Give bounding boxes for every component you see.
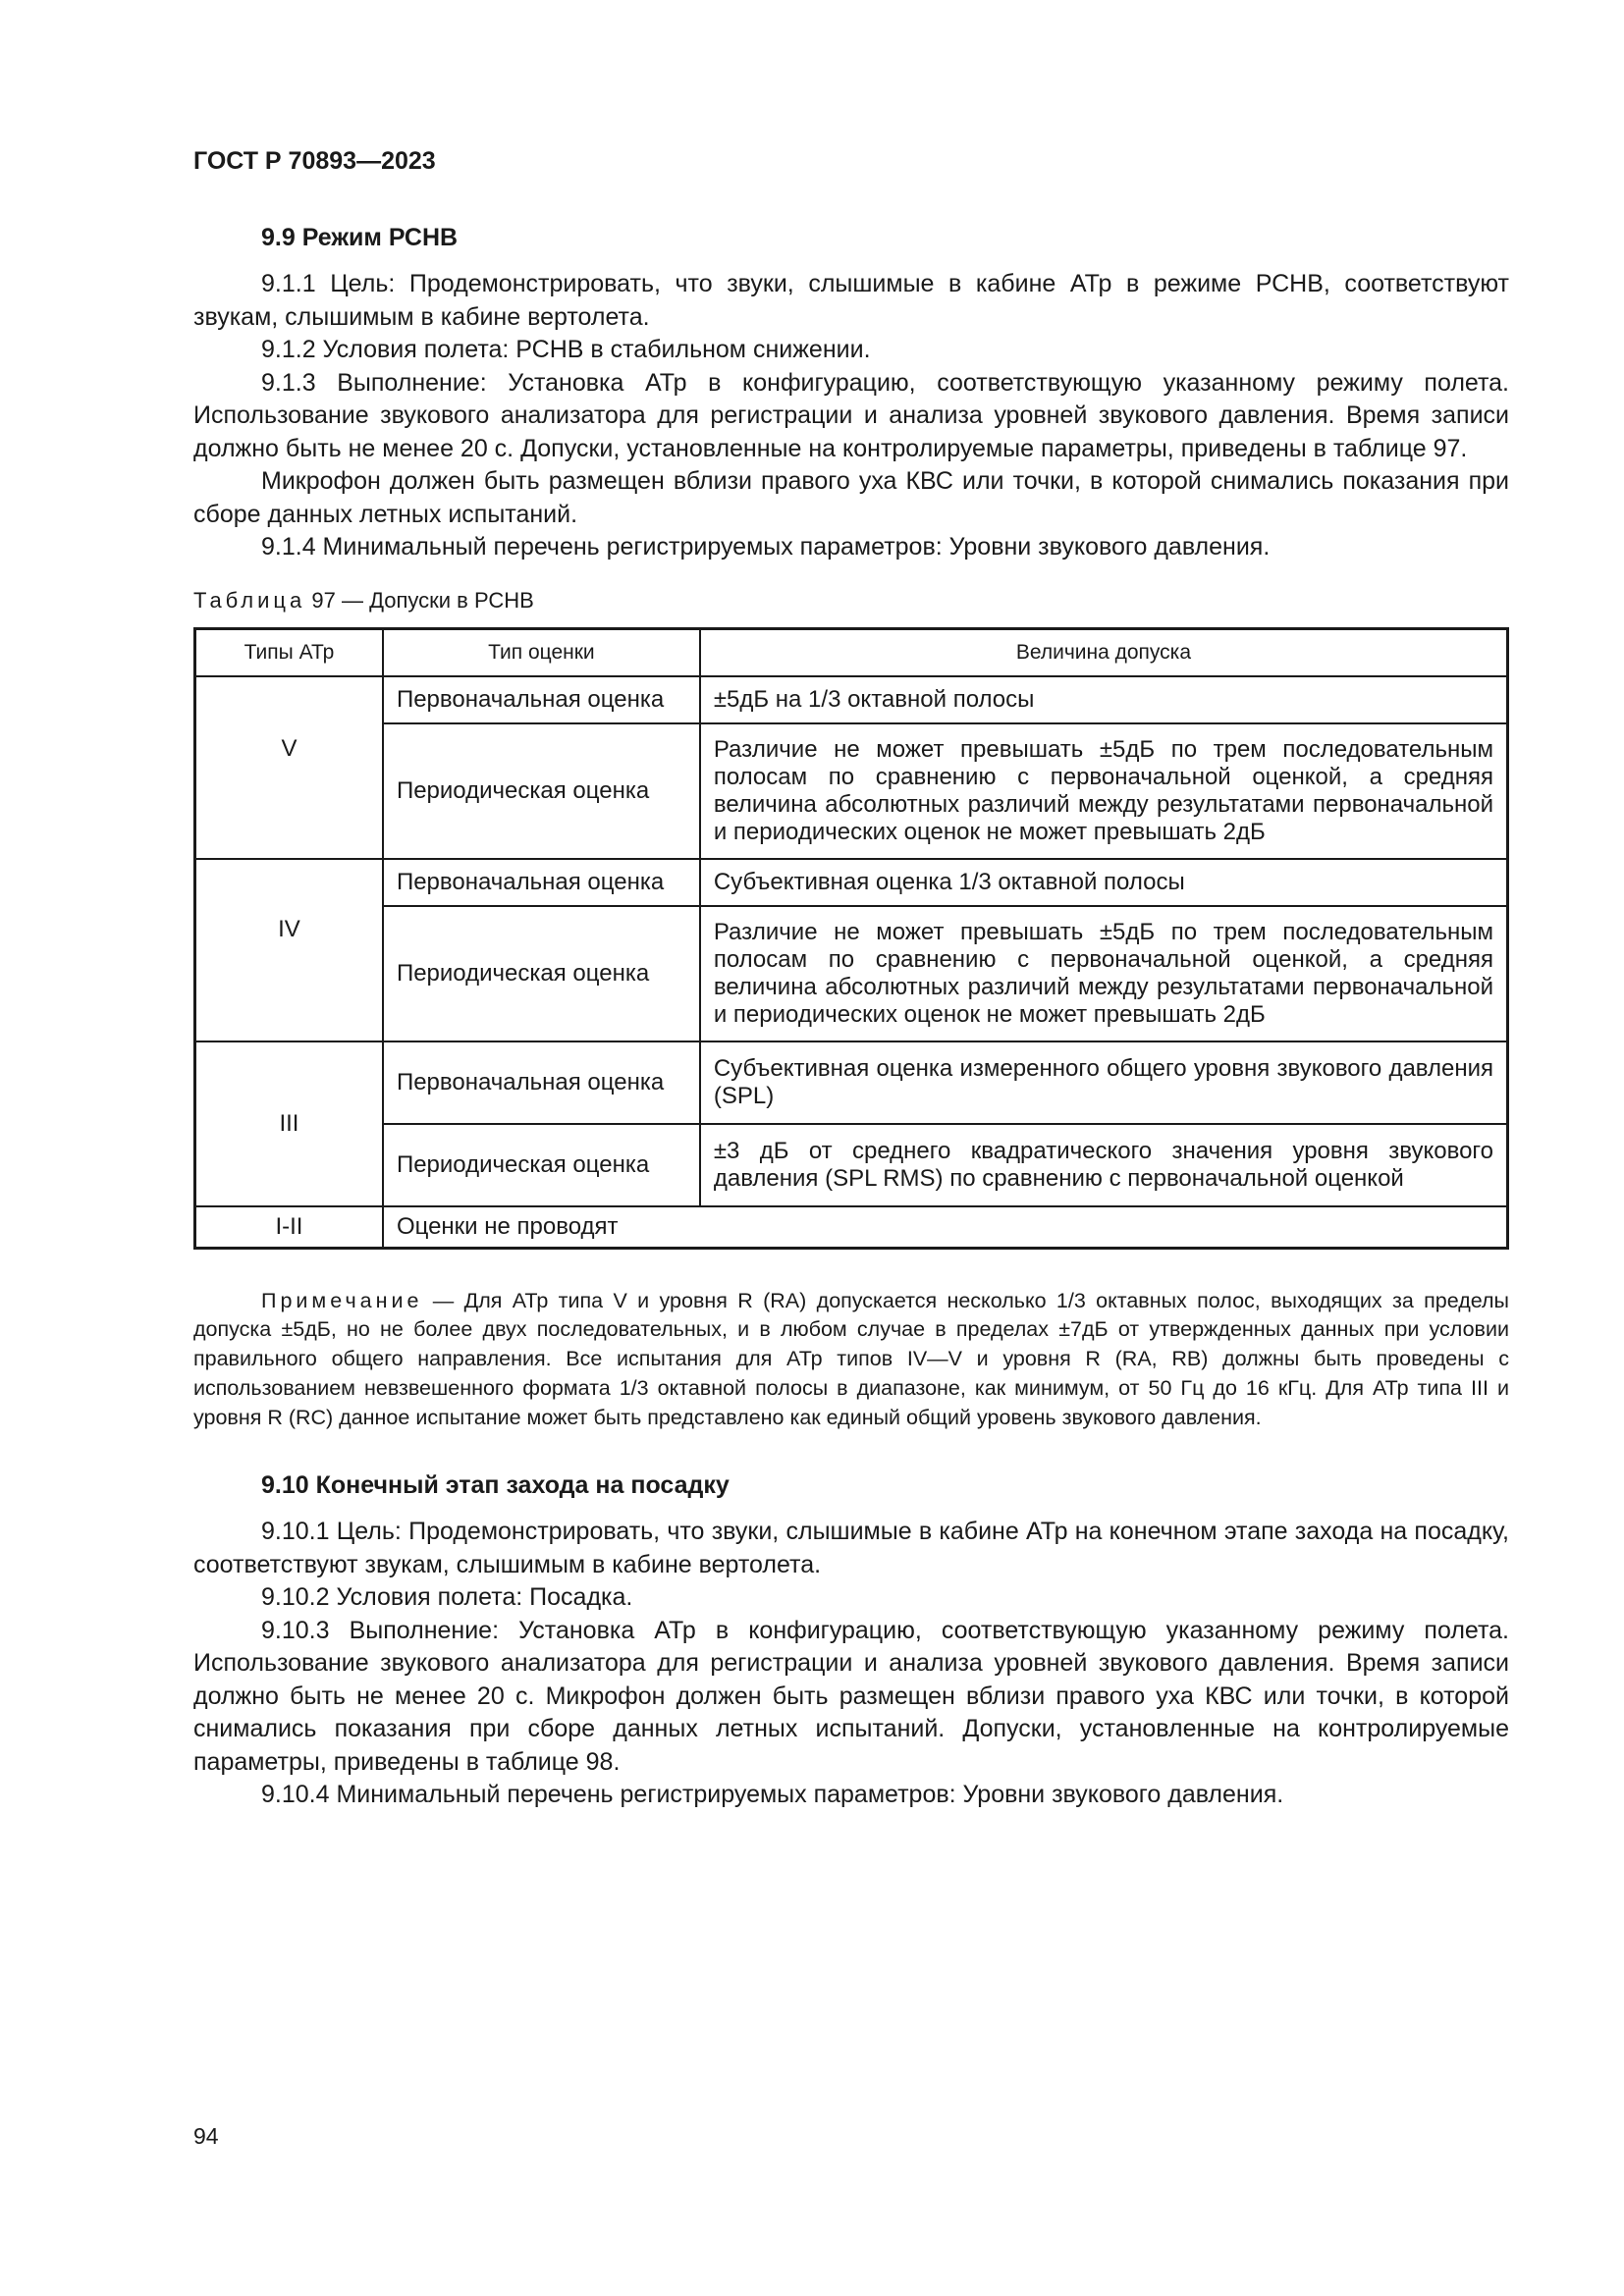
table-row [195, 906, 1508, 1041]
evaluation-type-cell: Первоначальная оценка [383, 676, 700, 723]
paragraph-9-10-4: 9.10.4 Минимальный перечень регистрируемых параметров: Уровни звукового давления. [261, 1781, 1284, 1809]
paragraph-9-10-1: 9.10.1 Цель: Продемонстрировать, что звуки, слышимые в кабине АТр на конечном этапе захода на посадку, соответствуют звукам, слышимым в кабине вертолета. [193, 1518, 1509, 1578]
table-row [195, 859, 1508, 906]
type-cell: I-II [195, 1206, 383, 1249]
paragraph-9-1-3: 9.1.3 Выполнение: Установка АТр в конфигурацию, соответствующую указанному режиму полета. Использование звукового анализатора для регистрации и анализа уровней звукового давления. Время записи должно быть не менее 20 с. Допуски, установленные на контролируемые параметры, приведены в таблице 97. [193, 368, 1509, 462]
document-header: ГОСТ Р 70893—2023 [193, 147, 436, 175]
tolerance-cell: Субъективная оценка измеренного общего уровня звукового давления (SPL) [700, 1041, 1508, 1124]
table-note [193, 1287, 1509, 1433]
paragraph-9-1-2: 9.1.2 Условия полета: РСНВ в стабильном снижении. [261, 336, 871, 363]
tolerance-table [193, 627, 1509, 1250]
tolerance-cell: Субъективная оценка 1/3 октавной полосы [700, 859, 1508, 906]
table-row [195, 676, 1508, 723]
paragraph-9-1-1: 9.1.1 Цель: Продемонстрировать, что звуки, слышимые в кабине АТр в режиме РСНВ, соответствуют звукам, слышимым в кабине вертолета. [193, 270, 1509, 331]
evaluation-type-cell: Периодическая оценка [383, 723, 700, 859]
table-row [195, 1206, 1508, 1249]
table-header-row [195, 628, 1508, 676]
section-9-10 [193, 1471, 1509, 1812]
section-title-9-10: 9.10 Конечный этап захода на посадку [261, 1471, 730, 1500]
page-number: 94 [193, 2123, 219, 2149]
type-label: V [281, 734, 298, 762]
paragraph-9-10-2: 9.10.2 Условия полета: Посадка. [261, 1583, 633, 1612]
table-caption [193, 588, 1509, 614]
merged-evaluation-cell: Оценки не проводят [383, 1206, 1508, 1249]
paragraph-9-1-4: 9.1.4 Минимальный перечень регистрируемых параметров: Уровни звукового давления. [261, 533, 1271, 561]
type-cell [195, 859, 383, 1041]
type-cell: III [195, 1041, 383, 1206]
note-label: Примечание [261, 1288, 423, 1312]
table-caption-text: 97 — Допуски в РСНВ [311, 587, 534, 613]
tolerance-cell: Различие не может превышать ±5дБ по трем последовательным полосам по сравнению с первоначальной оценкой, а средняя величина абсолютных различий между результатами первоначальной и периодических оценок не может превышать 2дБ [700, 723, 1508, 859]
header-simulator-type: Типы АТр [195, 628, 383, 676]
tolerance-cell: ±5дБ на 1/3 октавной полосы [700, 676, 1508, 723]
tolerance-cell: ±3 дБ от среднего квадратического значения уровня звукового давления (SPL RMS) по сравнению с первоначальной оценкой [700, 1124, 1508, 1206]
section-title-9-9: 9.9 Режим РСНВ [261, 224, 459, 251]
type-cell [195, 676, 383, 859]
tolerance-cell: Различие не может превышать ±5дБ по трем последовательным полосам по сравнению с первоначальной оценкой, а средняя величина абсолютных различий между результатами первоначальной и периодических оценок не может превышать 2дБ [700, 906, 1508, 1041]
table-row [195, 1124, 1508, 1206]
table-row [195, 1041, 1508, 1124]
type-label: IV [278, 915, 300, 942]
note-text: — Для АТр типа V и уровня R (RA) допускается несколько 1/3 октавных полос, выходящих за пределы допуска ±5дБ, но не более двух последовательных, и в любом случае в пределах ±7дБ от утвержденных данных при условии правильного общего направления. Все испытания для АТр типов IV—V и уровня R (RA, RB) должны быть проведены с использованием невзвешенного формата 1/3 октавной полосы в диапазоне, как минимум, от 50 Гц до 16 кГц. Для АТр типа III и уровня R (RC) данное испытание может быть представлено как единый общий уровень звукового давления. [193, 1288, 1509, 1429]
header-tolerance: Величина допуска [700, 628, 1508, 676]
paragraph-microphone: Микрофон должен быть размещен вблизи правого уха КВС или точки, в которой снимались показания при сборе данных летных испытаний. [193, 467, 1509, 528]
evaluation-type-cell: Периодическая оценка [383, 1124, 700, 1206]
table-caption-label: Таблица [193, 587, 306, 613]
table-row [195, 723, 1508, 859]
evaluation-type-cell: Периодическая оценка [383, 906, 700, 1041]
header-evaluation-type: Тип оценки [383, 628, 700, 676]
paragraph-9-10-3: 9.10.3 Выполнение: Установка АТр в конфигурацию, соответствующую указанному режиму полета. Использование звукового анализатора для регистрации и анализа уровней звукового давления. Время записи должно быть не менее 20 с. Микрофон должен быть размещен вблизи правого уха КВС или точки, в которой снимались показания при сборе данных летных испытаний. Допуски, установленные на контролируемые параметры, приведены в таблице 98. [193, 1616, 1509, 1776]
page-content [193, 224, 1509, 1812]
evaluation-type-cell: Первоначальная оценка [383, 859, 700, 906]
evaluation-type-cell: Первоначальная оценка [383, 1041, 700, 1124]
